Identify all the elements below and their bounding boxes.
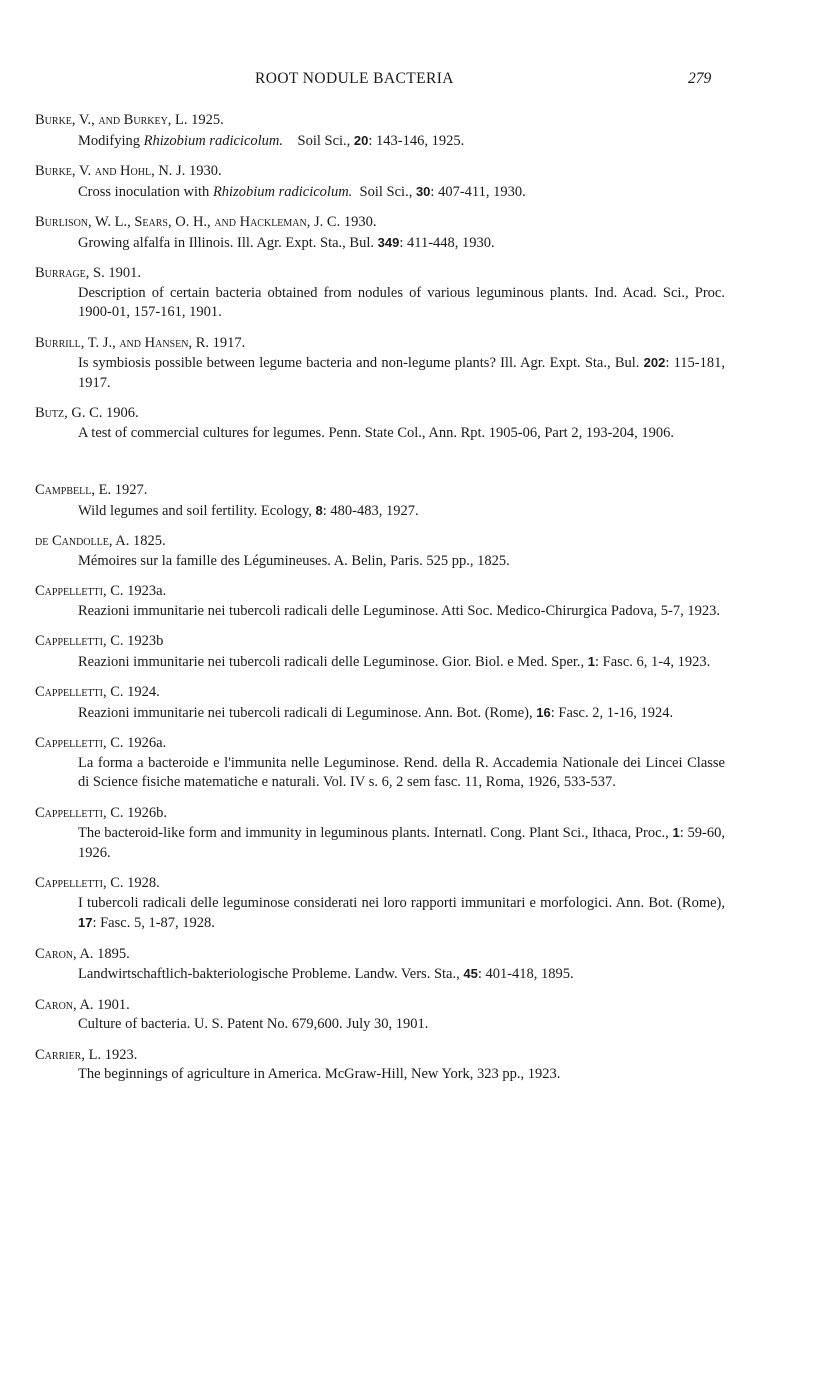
reference-author: Burlison, W. L., Sears, O. H., and Hackleman, J. C. 1930. (35, 214, 377, 230)
reference-work: Cross inoculation with Rhizobium radicicolum. Soil Sci., 30: 407-411, 1930. (78, 183, 526, 200)
reference-entry (35, 334, 725, 394)
reference-entry (35, 1046, 725, 1085)
reference-entry (35, 532, 725, 571)
reference-list (35, 111, 725, 1096)
reference-work: Growing alfalfa in Illinois. Ill. Agr. Expt. Sta., Bul. 349: 411-448, 1930. (78, 234, 495, 251)
reference-author: Caron, A. 1901. (35, 996, 130, 1013)
reference-author: Burrill, T. J., and Hansen, R. 1917. (35, 334, 246, 351)
reference-entry (35, 264, 725, 323)
reference-entry (35, 945, 725, 985)
page-number: 279 (688, 70, 712, 87)
reference-work: La forma a bacteroide e l'immunita nelle Leguminose. Rend. della R. Accademia Nationale dei Lincei Classe di Science fisiche matematiche e naturali. Vol. IV s. 6, 2 sem fasc. 11, Roma, 1926, 533-537. (78, 754, 725, 790)
reference-entry (35, 874, 725, 934)
reference-entry (35, 213, 725, 253)
reference-entry (35, 996, 725, 1035)
reference-author: Cappelletti, C. 1926a. (35, 735, 167, 751)
reference-entry (35, 481, 725, 521)
reference-work: Reazioni immunitarie nei tubercoli radicali delle Leguminose. Atti Soc. Medico-Chirurgica Padova, 5-7, 1923. (78, 602, 721, 619)
reference-work: I tubercoli radicali delle leguminose considerati nei loro rapporti immunitari e morfologici. Ann. Bot. (Rome), 17: Fasc. 5, 1-87, 1928. (78, 894, 725, 931)
reference-author: Cappelletti, C. 1926b. (35, 804, 168, 821)
reference-work: Reazioni immunitarie nei tubercoli radicali delle Leguminose. Gior. Biol. e Med. Sper., 1: Fasc. 6, 1-4, 1923. (78, 653, 711, 670)
running-title: ROOT NODULE BACTERIA (255, 70, 454, 87)
reference-work: The bacteroid-like form and immunity in leguminous plants. Internatl. Cong. Plant Sci., Ithaca, Proc., 1: 59-60, 1926. (78, 825, 725, 861)
reference-author: de Candolle, A. 1825. (35, 533, 166, 549)
reference-work: Reazioni immunitarie nei tubercoli radicali di Leguminose. Ann. Bot. (Rome), 16: Fasc. 2, 1-16, 1924. (78, 704, 674, 721)
reference-work: A test of commercial cultures for legumes. Penn. State Col., Ann. Rpt. 1905-06, Part 2, 193-204, 1906. (78, 424, 675, 441)
reference-work: Culture of bacteria. U. S. Patent No. 679,600. July 30, 1901. (78, 1016, 429, 1032)
reference-author: Burke, V. and Hohl, N. J. 1930. (35, 163, 222, 179)
reference-author: Cappelletti, C. 1923a. (35, 583, 167, 599)
reference-work: Mémoires sur la famille des Légumineuses. A. Belin, Paris. 525 pp., 1825. (78, 552, 510, 569)
reference-author: Butz, G. C. 1906. (35, 405, 139, 421)
reference-author: Cappelletti, C. 1923b (35, 633, 164, 649)
reference-author: Burke, V., and Burkey, L. 1925. (35, 112, 224, 128)
reference-entry (35, 632, 725, 672)
page-header (0, 70, 828, 94)
reference-work: Landwirtschaftlich-bakteriologische Probleme. Landw. Vers. Sta., 45: 401-418, 1895. (78, 966, 574, 982)
reference-entry (35, 582, 725, 621)
reference-work: Description of certain bacteria obtained from nodules of various leguminous plants. Ind. Acad. Sci., Proc. 1900-01, 157-161, 1901. (78, 284, 725, 320)
reference-entry (35, 683, 725, 723)
reference-entry (35, 404, 725, 443)
reference-author: Burrage, S. 1901. (35, 265, 141, 281)
reference-author: Carrier, L. 1923. (35, 1046, 138, 1063)
reference-author: Campbell, E. 1927. (35, 482, 148, 498)
reference-author: Cappelletti, C. 1928. (35, 875, 160, 891)
reference-entry (35, 804, 725, 864)
reference-work: The beginnings of agriculture in America. McGraw-Hill, New York, 323 pp., 1923. (78, 1066, 561, 1082)
reference-author: Cappelletti, C. 1924. (35, 684, 160, 700)
reference-work: Wild legumes and soil fertility. Ecology, 8: 480-483, 1927. (78, 502, 419, 519)
reference-author: Caron, A. 1895. (35, 945, 130, 962)
reference-work: Modifying Rhizobium radicicolum. Soil Sci., 20: 143-146, 1925. (78, 132, 465, 149)
reference-entry (35, 734, 725, 793)
reference-entry (35, 162, 725, 202)
reference-work: Is symbiosis possible between legume bacteria and non-legume plants? Ill. Agr. Expt. Sta., Bul. 202: 115-181, 1917. (78, 355, 726, 391)
reference-entry (35, 111, 725, 151)
